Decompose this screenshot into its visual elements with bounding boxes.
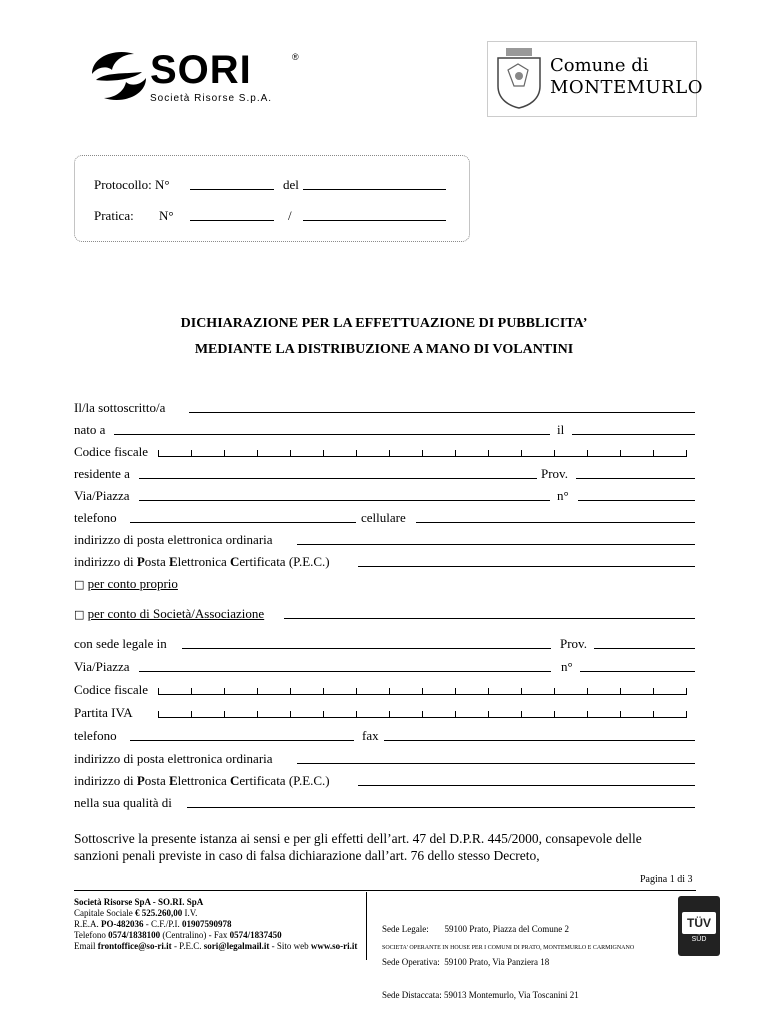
telefono2-label: telefono — [74, 728, 117, 743]
sottoscritto-label: Il/la sottoscritto/a — [74, 400, 166, 415]
telefono-label: telefono — [74, 510, 117, 525]
pratica-number-field[interactable] — [190, 220, 274, 221]
pratica-year-field[interactable] — [303, 220, 446, 221]
codice-fiscale-label: Codice fiscale — [74, 444, 148, 459]
body-text-line2: sanzioni penali previste in caso di falsa dichiarazione dall’art. 76 dello stesso Decreto, — [74, 848, 540, 863]
codice-fiscale2-cells[interactable] — [158, 688, 687, 695]
checkbox-conto-societa[interactable]: □ per conto di Società/Associazione — [74, 606, 265, 621]
body-text-line1: Sottoscrive la presente istanza ai sensi e per gli effetti dell’art. 47 del D.P.R. 445/2000, consapevole delle — [74, 831, 642, 846]
fax-field[interactable] — [384, 740, 695, 741]
societa-field[interactable] — [284, 618, 695, 619]
data-nascita-field[interactable] — [572, 434, 695, 435]
telefono-field[interactable] — [130, 522, 356, 523]
tuv-certification-logo — [678, 896, 720, 956]
protocol-box — [74, 155, 470, 242]
residente-label: residente a — [74, 466, 130, 481]
pratica-label: Pratica: — [94, 208, 134, 223]
qualita-label: nella sua qualità di — [74, 795, 172, 810]
footer-divider — [74, 890, 696, 891]
footer-column-divider — [366, 892, 367, 960]
residente-field[interactable] — [139, 478, 537, 479]
del-label: del — [283, 177, 299, 192]
sori-logo — [86, 44, 152, 110]
qualita-field[interactable] — [187, 807, 695, 808]
protocollo-number-field[interactable] — [190, 189, 274, 190]
registered-mark: ® — [292, 52, 299, 62]
numero2-label: n° — [561, 659, 573, 674]
tuv-sub: SÜD — [691, 936, 707, 943]
comune-name: MONTEMURLO — [550, 77, 703, 98]
pratica-slash: / — [288, 208, 292, 223]
prov-label: Prov. — [541, 466, 568, 481]
sede-legale-field[interactable] — [182, 648, 551, 649]
protocollo-date-field[interactable] — [303, 189, 446, 190]
sottoscritto-field[interactable] — [189, 412, 695, 413]
via-piazza2-label: Via/Piazza — [74, 659, 130, 674]
protocollo-label: Protocollo: N° — [94, 177, 170, 192]
pec-label: indirizzo di Posta Elettronica Certificata (P.E.C.) — [74, 554, 330, 569]
tuv-text: TÜV — [682, 912, 716, 934]
cellulare-label: cellulare — [361, 510, 406, 525]
sede-legale-label: con sede legale in — [74, 636, 167, 651]
prov2-label: Prov. — [560, 636, 587, 651]
fax-label: fax — [362, 728, 379, 743]
pec2-label: indirizzo di Posta Elettronica Certificata (P.E.C.) — [74, 773, 330, 788]
document-title-line1: DICHIARAZIONE PER LA EFFETTUAZIONE DI PUBBLICITA’ — [180, 316, 588, 331]
numero-field[interactable] — [578, 500, 695, 501]
footer-note: SOCIETA' OPERANTE IN HOUSE PER I COMUNI DI PRATO, MONTEMURLO E CARMIGNANO — [382, 945, 635, 951]
email2-label: indirizzo di posta elettronica ordinaria — [74, 751, 273, 766]
prov-field[interactable] — [576, 478, 695, 479]
prov2-field[interactable] — [594, 648, 695, 649]
telefono2-field[interactable] — [130, 740, 354, 741]
checkbox-conto-proprio[interactable]: □ per conto proprio — [74, 576, 178, 591]
pec2-field[interactable] — [358, 785, 695, 786]
email2-field[interactable] — [297, 763, 695, 764]
numero-label: n° — [557, 488, 569, 503]
footer-addresses: Sede Legale: 59100 Prato, Piazza del Comune 2 Sede Operativa: 59100 Prato, Via Panziera 18 Sede Distaccata: 59013 Montemurlo, Via Toscanini 21 — [382, 924, 579, 1000]
codice-fiscale-cells[interactable] — [158, 450, 687, 457]
comune-label: Comune di — [550, 55, 649, 76]
comune-crest-icon — [494, 46, 544, 110]
numero2-field[interactable] — [580, 671, 695, 672]
partita-iva-label: Partita IVA — [74, 705, 133, 720]
page-number: Pagina 1 di 3 — [640, 874, 693, 885]
via-piazza-label: Via/Piazza — [74, 488, 130, 503]
partita-iva-cells[interactable] — [158, 711, 687, 718]
pec-field[interactable] — [358, 566, 695, 567]
via-piazza2-field[interactable] — [139, 671, 551, 672]
email-label: indirizzo di posta elettronica ordinaria — [74, 532, 273, 547]
cellulare-field[interactable] — [416, 522, 695, 523]
brand-subtitle: Società Risorse S.p.A. — [150, 93, 273, 104]
il-label: il — [557, 422, 565, 437]
codice-fiscale2-label: Codice fiscale — [74, 682, 148, 697]
brand-name: SORI — [150, 48, 252, 92]
pratica-n-label: N° — [159, 208, 174, 223]
email-field[interactable] — [297, 544, 695, 545]
document-title-line2: MEDIANTE LA DISTRIBUZIONE A MANO DI VOLANTINI — [194, 342, 574, 357]
nato-a-field[interactable] — [114, 434, 550, 435]
footer-company-info: Società Risorse SpA - SO.RI. SpA Capitale Sociale € 525.260,00 I.V. R.E.A. PO-482036 - C.F./P.I. 01907590978 Telefono 0574/1838100 (Centralino) - Fax 0574/1837450 Email frontoffice@so-ri.it - P.E.C. sori@legalmail.it - Sito web www.so-ri.it — [74, 897, 358, 951]
nato-a-label: nato a — [74, 422, 106, 437]
via-piazza-field[interactable] — [139, 500, 550, 501]
